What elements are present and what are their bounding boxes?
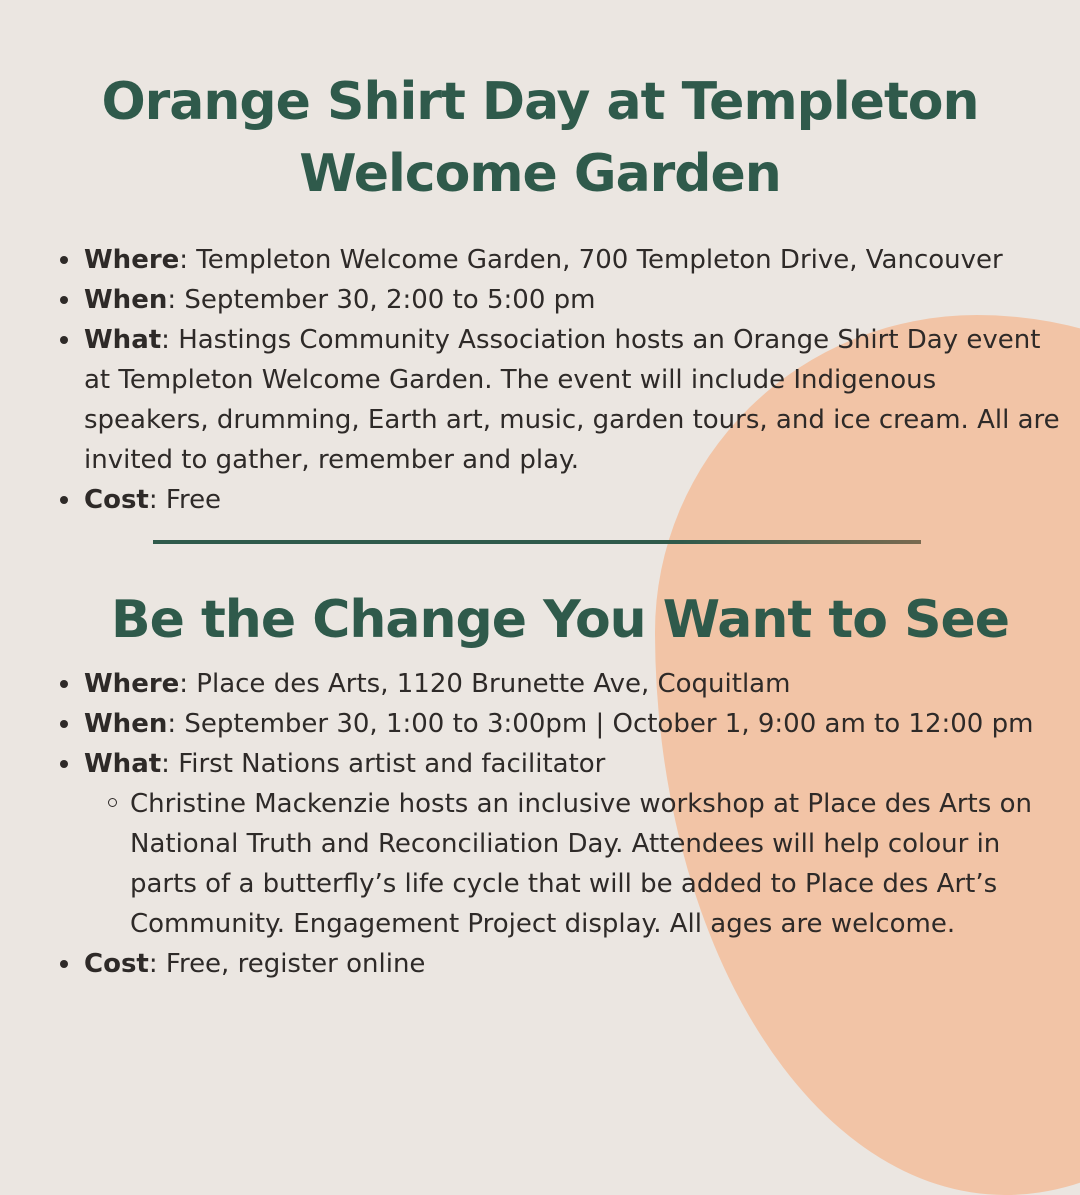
event2-what-value: : First Nations artist and facilitator — [161, 749, 606, 779]
event1-what-value: : Hastings Community Association hosts an Orange Shirt Day event at Templeton Welcome Garden. The event will include Indigenous speakers, drumming, Earth art, music, garden tours, and ice cream. All are invited to gather, remember and play. — [84, 325, 1060, 475]
event2-where-label: Where — [84, 669, 180, 699]
event1-cost-label: Cost — [84, 485, 149, 515]
event1-what — [84, 320, 1064, 480]
event1-where-label: Where — [84, 245, 180, 275]
event2-title: Be the Change You Want to See — [110, 590, 1010, 650]
event2-what-label: What — [84, 749, 162, 779]
event2-when — [84, 704, 1064, 744]
event2-where — [84, 664, 1064, 704]
event2-cost — [84, 944, 1064, 984]
event2-when-label: When — [84, 709, 168, 739]
event2-what — [84, 744, 1064, 944]
event2-when-value: : September 30, 1:00 to 3:00pm | October 1, 9:00 am to 12:00 pm — [167, 709, 1034, 739]
event1-where-value: : Templeton Welcome Garden, 700 Templeton Drive, Vancouver — [179, 245, 1003, 275]
event1-when-label: When — [84, 285, 168, 315]
event1-cost — [84, 480, 1064, 520]
event2-where-value: : Place des Arts, 1120 Brunette Ave, Coquitlam — [179, 669, 791, 699]
event2-what-sublist — [84, 784, 1064, 944]
event1-when-value: : September 30, 2:00 to 5:00 pm — [167, 285, 596, 315]
event1-cost-value: : Free — [148, 485, 222, 515]
event1-when — [84, 280, 1064, 320]
event1-details — [84, 240, 1064, 520]
event2-cost-value: : Free, register online — [148, 949, 426, 979]
event1-where — [84, 240, 1064, 280]
event2-what-detail: Christine Mackenzie hosts an inclusive workshop at Place des Arts on National Truth and Reconciliation Day. Attendees will help colour in parts of a butterfly’s life cycle that will be added to Place des Art’s Community. Engagement Project display. All ages are welcome. — [130, 784, 1064, 944]
event2-cost-label: Cost — [84, 949, 149, 979]
event2-details — [84, 664, 1064, 984]
event1-title: Orange Shirt Day at Templeton Welcome Garden — [101, 72, 979, 204]
section-divider — [153, 540, 921, 544]
event1-what-label: What — [84, 325, 162, 355]
